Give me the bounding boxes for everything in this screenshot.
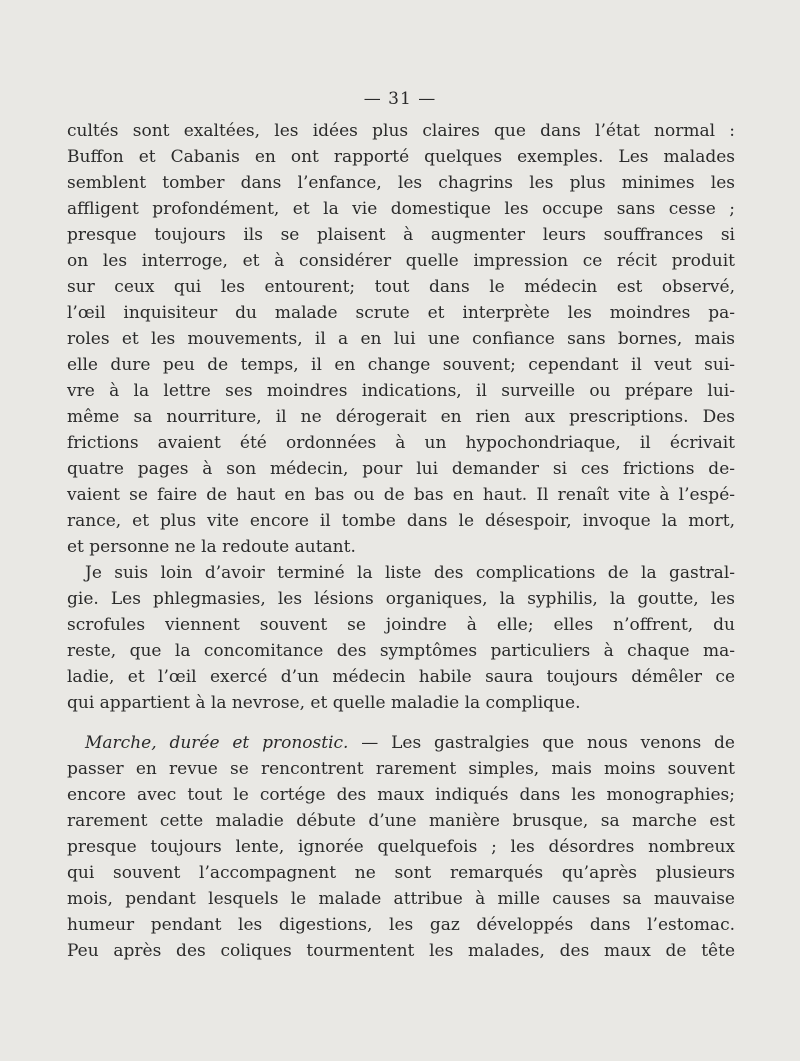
text-line: affligent profondément, et la vie domestique les occupe sans cesse ;	[67, 199, 735, 219]
text-line: même sa nourriture, il ne dérogerait en rien aux prescriptions. Des	[67, 407, 735, 427]
text-line: cultés sont exaltées, les idées plus claires que dans l’état normal :	[67, 121, 735, 141]
text-line: rance, et plus vite encore il tombe dans le désespoir, invoque la mort,	[67, 511, 735, 531]
text-line: mois, pendant lesquels le malade attribue à mille causes sa mauvaise	[67, 889, 735, 909]
text-line: vre à la lettre ses moindres indications, il surveille ou prépare lui-	[67, 381, 735, 401]
text-line: gie. Les phlegmasies, les lésions organiques, la syphilis, la goutte, les	[67, 589, 735, 609]
text-line: encore avec tout le cortége des maux indiqués dans les monographies;	[67, 785, 735, 805]
text-line: frictions avaient été ordonnées à un hypochondriaque, il écrivait	[67, 433, 735, 453]
text-line: sur ceux qui les entourent; tout dans le médecin est observé,	[67, 277, 735, 297]
text-line: humeur pendant les digestions, les gaz développés dans l’estomac.	[67, 915, 735, 935]
text-line: l’œil inquisiteur du malade scrute et interprète les moindres pa-	[67, 303, 735, 323]
text-line: elle dure peu de temps, il en change souvent; cependant il veut sui-	[67, 355, 735, 375]
text-line: qui appartient à la nevrose, et quelle maladie la complique.	[67, 693, 581, 713]
section-heading: Marche, durée et pronostic.	[85, 733, 349, 753]
text-line: Buffon et Cabanis en ont rapporté quelques exemples. Les malades	[67, 147, 735, 167]
text-line: Peu après des coliques tourmentent les malades, des maux de tête	[67, 941, 735, 961]
text-line: Je suis loin d’avoir terminé la liste des complications de la gastral-	[85, 563, 735, 583]
page-number: — 31 —	[363, 89, 437, 109]
text-line: vaient se faire de haut en bas ou de bas en haut. Il renaît vite à l’espé-	[67, 485, 735, 505]
text-line: — Les gastralgies que nous venons de	[361, 733, 735, 753]
section-heading-line	[85, 730, 735, 756]
text-line: presque toujours lente, ignorée quelquefois ; les désordres nombreux	[67, 837, 735, 857]
text-line: presque toujours ils se plaisent à augmenter leurs souffrances si	[67, 225, 735, 245]
text-line: qui souvent l’accompagnent ne sont remarqués qu’après plusieurs	[67, 863, 735, 883]
text-line: rarement cette maladie débute d’une manière brusque, sa marche est	[67, 811, 735, 831]
text-line: semblent tomber dans l’enfance, les chagrins les plus minimes les	[67, 173, 735, 193]
text-line: et personne ne la redoute autant.	[67, 537, 356, 557]
text-line: scrofules viennent souvent se joindre à elle; elles n’offrent, du	[67, 615, 735, 635]
text-line: on les interroge, et à considérer quelle impression ce récit produit	[67, 251, 735, 271]
text-line: roles et les mouvements, il a en lui une confiance sans bornes, mais	[67, 329, 735, 349]
text-line: ladie, et l’œil exercé d’un médecin habile saura toujours démêler ce	[67, 667, 735, 687]
text-line: reste, que la concomitance des symptômes particuliers à chaque ma-	[67, 641, 735, 661]
text-line: passer en revue se rencontrent rarement simples, mais moins souvent	[67, 759, 735, 779]
text-line: quatre pages à son médecin, pour lui demander si ces frictions de-	[67, 459, 735, 479]
